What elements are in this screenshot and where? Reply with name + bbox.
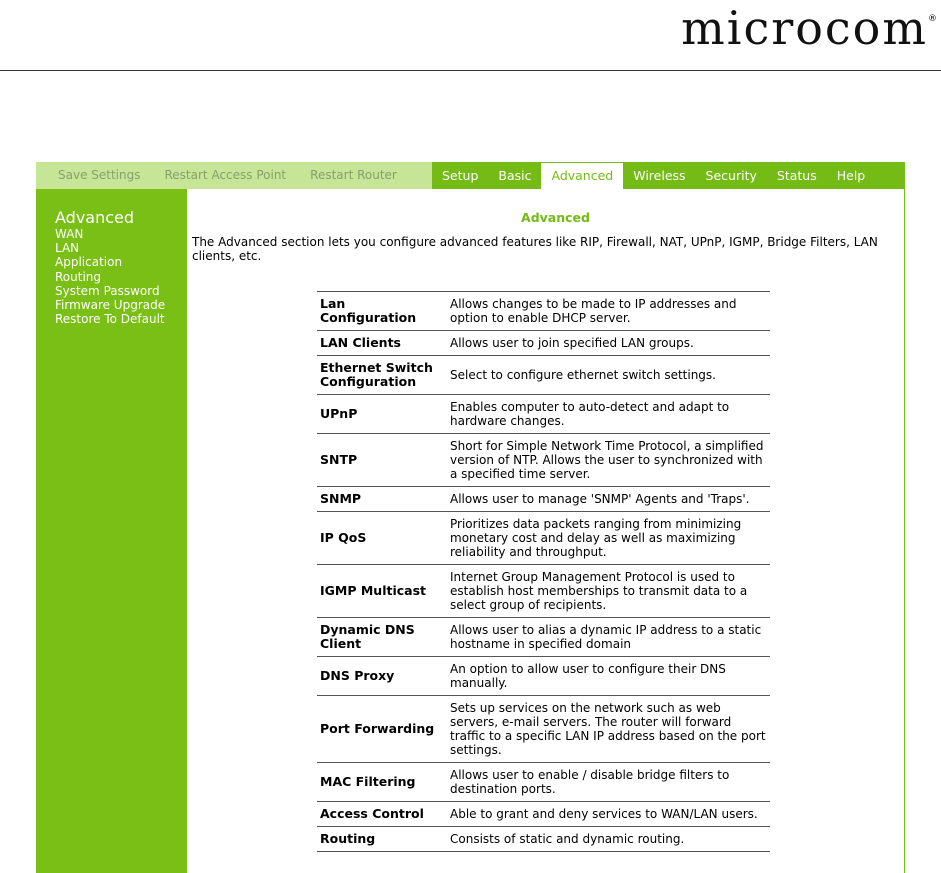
feature-name: Ethernet Switch Configuration: [317, 356, 447, 395]
sidebar-item-application[interactable]: Application: [55, 255, 123, 270]
tab-security[interactable]: Security: [705, 168, 757, 183]
feature-name: UPnP: [317, 395, 447, 434]
intro-text: The Advanced section lets you configure advanced features like RIP, Firewall, NAT, UPnP, IGMP, Bridge Filters, LAN clients, etc.: [192, 235, 878, 263]
feature-description: Allows changes to be made to IP addresses and option to enable DHCP server.: [447, 292, 770, 331]
feature-name: IGMP Multicast: [317, 565, 447, 618]
feature-name: MAC Filtering: [317, 763, 447, 802]
sidebar-title: Advanced: [55, 208, 135, 227]
feature-name: DNS Proxy: [317, 657, 447, 696]
tab-status[interactable]: Status: [776, 168, 817, 183]
main-tabs: [432, 162, 905, 189]
sidebar-item-wan[interactable]: WAN: [55, 227, 84, 241]
table-row: [317, 331, 770, 356]
router-admin-frame: [36, 162, 905, 873]
tab-wireless[interactable]: Wireless: [633, 168, 686, 183]
page-title: Advanced: [521, 210, 590, 225]
feature-description: Allows user to manage 'SNMP' Agents and 'Traps'.: [447, 487, 770, 512]
features-table: [317, 291, 770, 852]
feature-description: Allows user to join specified LAN groups.: [447, 331, 770, 356]
header-divider: [0, 70, 941, 71]
brand-logo: [681, 1, 937, 55]
feature-description: Select to configure ethernet switch settings.: [447, 356, 770, 395]
feature-name: LAN Clients: [317, 331, 447, 356]
feature-description: Internet Group Management Protocol is used to establish host memberships to transmit data to a select group of recipients.: [447, 565, 770, 618]
feature-description: Enables computer to auto-detect and adapt to hardware changes.: [447, 395, 770, 434]
feature-description: An option to allow user to configure their DNS manually.: [447, 657, 770, 696]
feature-description: Consists of static and dynamic routing.: [447, 827, 770, 852]
table-row: [317, 512, 770, 565]
table-row: [317, 696, 770, 763]
table-row: [317, 434, 770, 487]
sidebar-item-restore-to-default[interactable]: Restore To Default: [55, 312, 165, 327]
main-content: [187, 189, 905, 873]
feature-name: Dynamic DNS Client: [317, 618, 447, 657]
feature-name: Port Forwarding: [317, 696, 447, 763]
table-row: [317, 618, 770, 657]
feature-description: Sets up services on the network such as web servers, e-mail servers. The router will forward traffic to a specific LAN IP address based on the port settings.: [447, 696, 770, 763]
tab-setup[interactable]: Setup: [442, 168, 479, 183]
table-row: [317, 565, 770, 618]
sidebar-item-firmware-upgrade[interactable]: Firmware Upgrade: [55, 298, 166, 313]
table-row: [317, 395, 770, 434]
feature-name: IP QoS: [317, 512, 447, 565]
sidebar-item-lan[interactable]: LAN: [55, 241, 80, 256]
feature-name: SNTP: [317, 434, 447, 487]
feature-name: Lan Configuration: [317, 292, 447, 331]
sidebar-item-system-password[interactable]: System Password: [55, 283, 160, 298]
table-row: [317, 802, 770, 827]
table-row: [317, 487, 770, 512]
tab-help[interactable]: Help: [836, 168, 866, 183]
feature-description: Short for Simple Network Time Protocol, a simplified version of NTP. Allows the user to synchronized with a specified time server.: [447, 434, 770, 487]
table-row: [317, 827, 770, 852]
feature-description: Prioritizes data packets ranging from minimizing monetary cost and delay as well as maximizing reliability and throughput.: [447, 512, 770, 565]
tab-basic[interactable]: Basic: [498, 168, 532, 183]
restart-router-link[interactable]: Restart Router: [310, 168, 397, 182]
feature-description: Allows user to alias a dynamic IP address to a static hostname in specified domain: [447, 618, 770, 657]
registered-mark: ®: [928, 14, 937, 24]
feature-description: Able to grant and deny services to WAN/LAN users.: [447, 802, 770, 827]
feature-name: SNMP: [317, 487, 447, 512]
save-settings-link[interactable]: Save Settings: [58, 168, 141, 182]
brand-name: microcom: [681, 1, 928, 55]
tab-advanced[interactable]: Advanced: [541, 163, 623, 189]
feature-name: Routing: [317, 827, 447, 852]
action-links: [36, 162, 432, 189]
sidebar-item-routing[interactable]: Routing: [55, 269, 102, 284]
table-row: [317, 657, 770, 696]
restart-access-point-link[interactable]: Restart Access Point: [164, 168, 287, 182]
table-row: [317, 763, 770, 802]
table-row: [317, 356, 770, 395]
table-row: [317, 292, 770, 331]
sidebar: [36, 189, 187, 873]
top-navigation-bar: [36, 162, 905, 189]
feature-description: Allows user to enable / disable bridge filters to destination ports.: [447, 763, 770, 802]
feature-name: Access Control: [317, 802, 447, 827]
